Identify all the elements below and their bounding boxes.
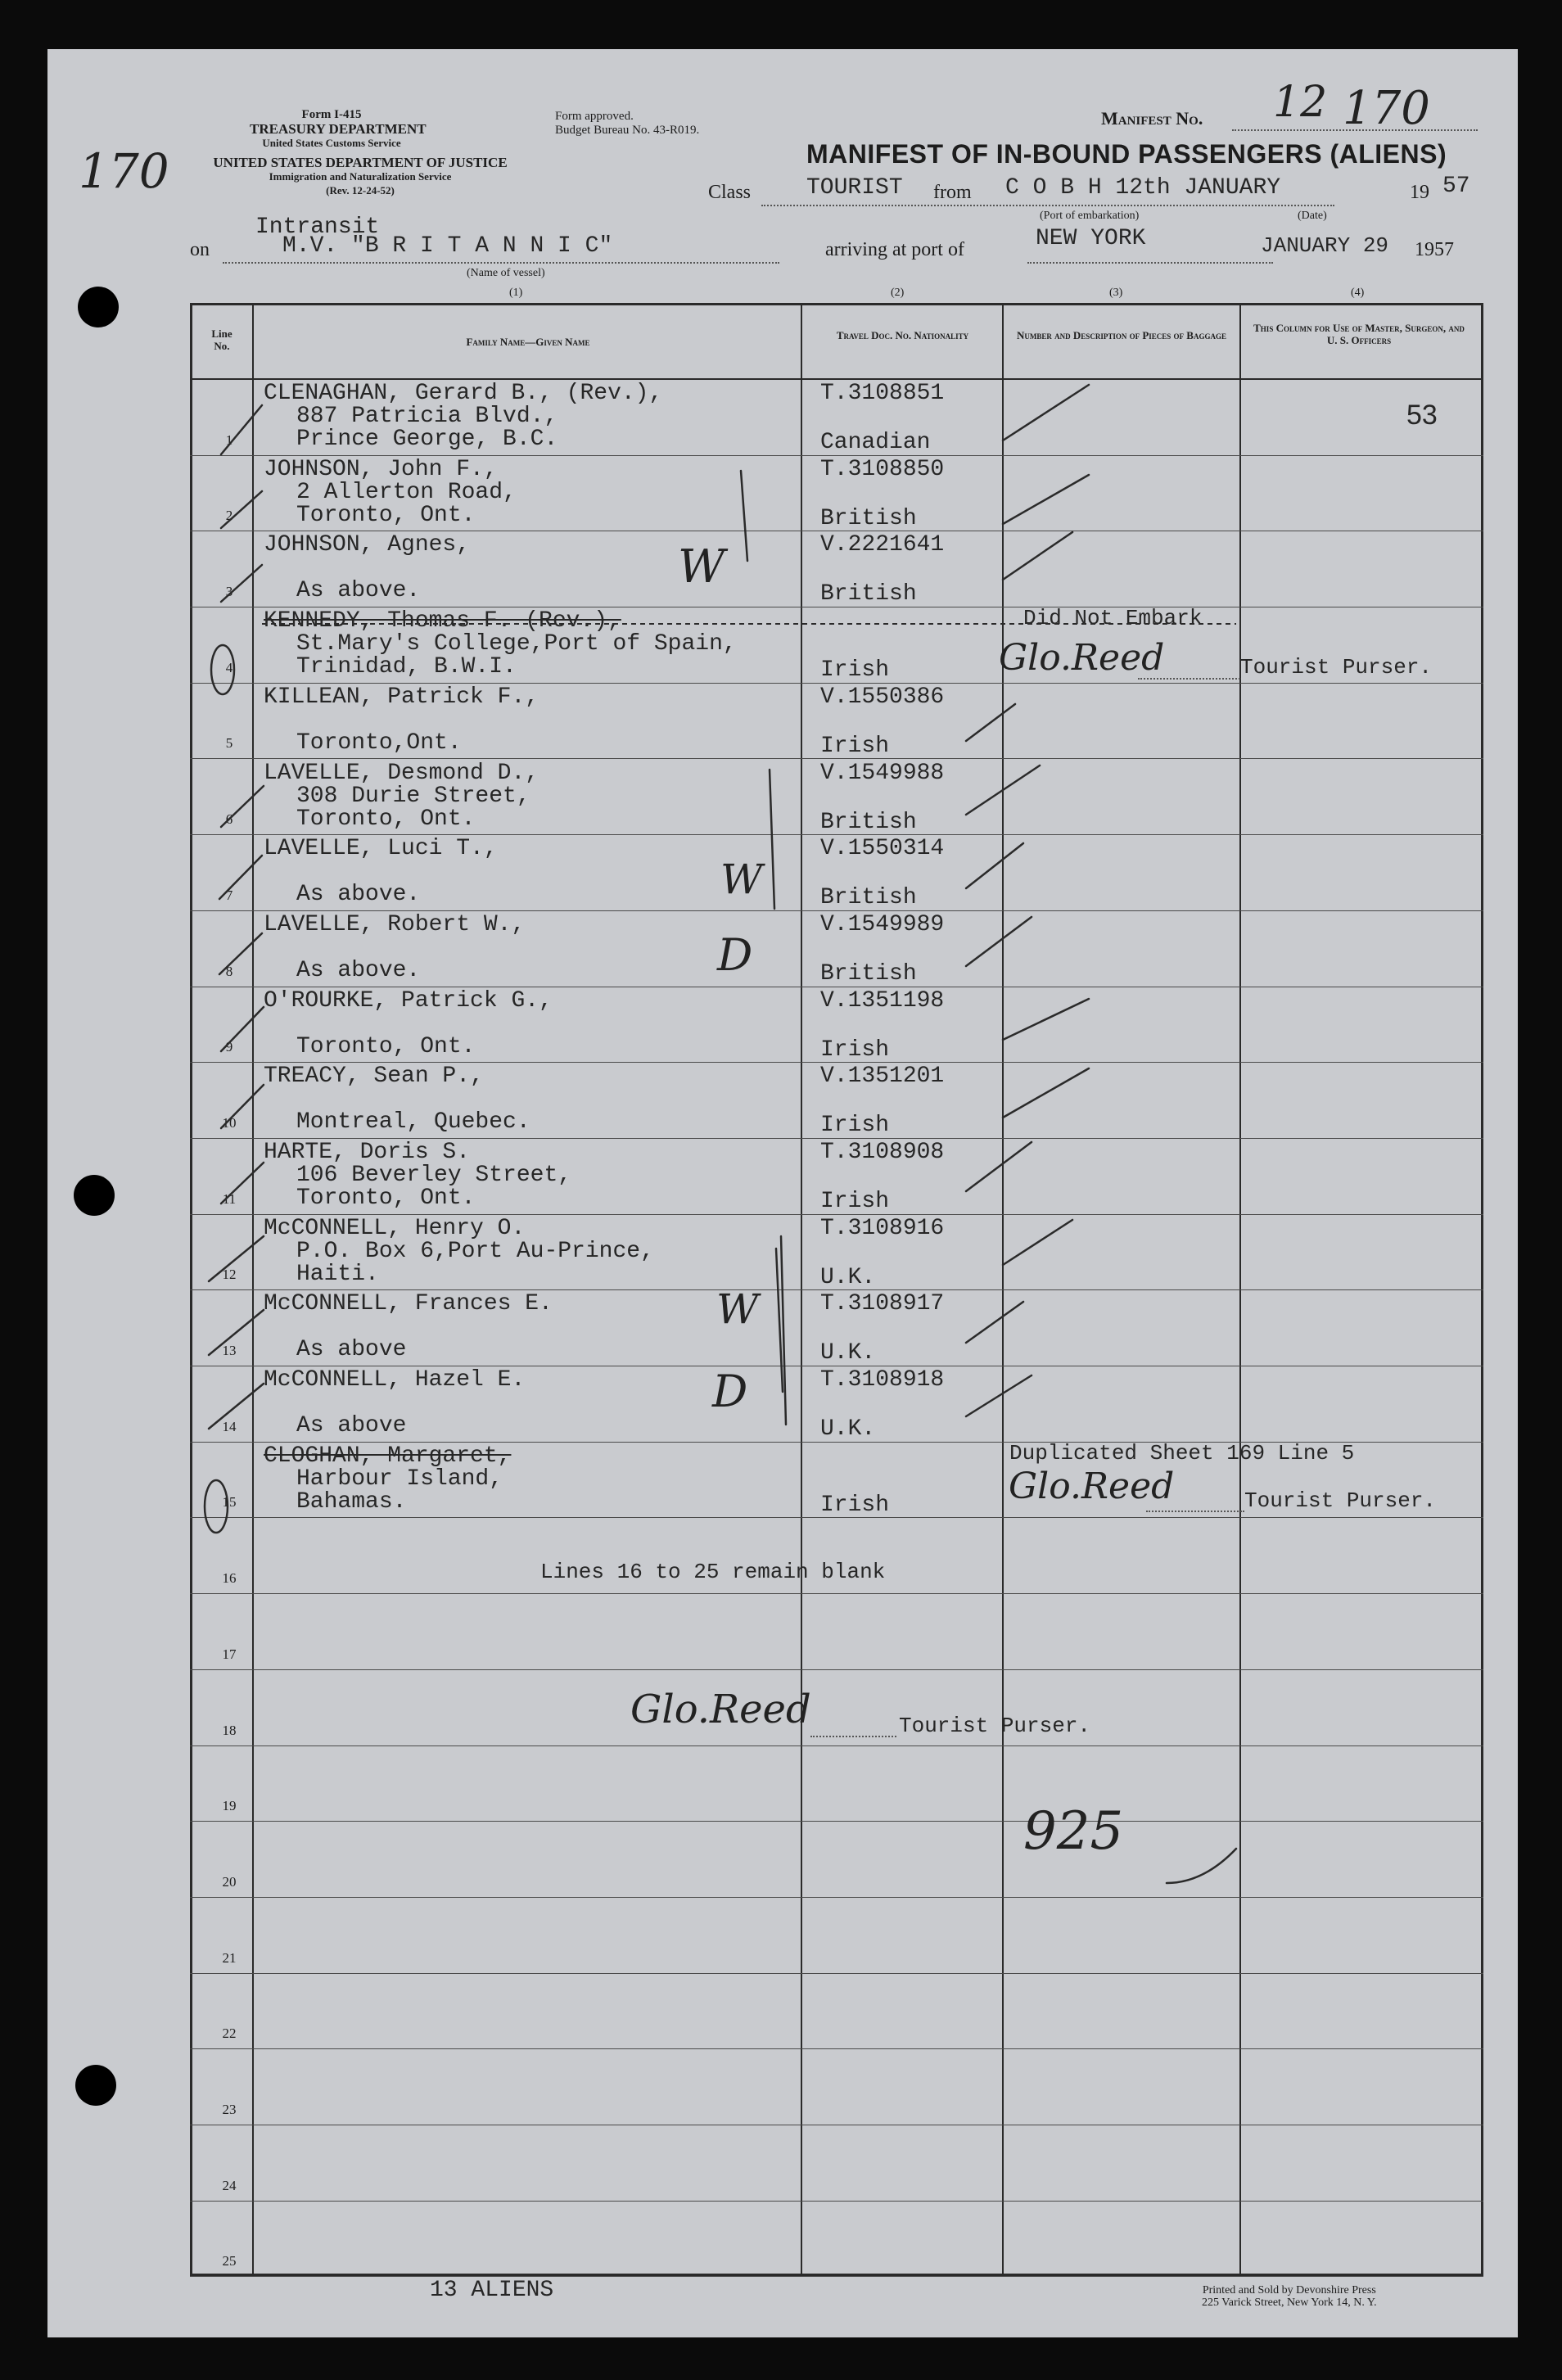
col-num-3: (3)	[1109, 287, 1123, 299]
printer-line-1: Printed and Sold by Devonshire Press	[1202, 2284, 1376, 2296]
table-row	[190, 379, 1483, 456]
travel-doc-no: T.3108918	[820, 1367, 945, 1393]
punch-hole-top	[78, 287, 119, 327]
nationality: Canadian	[820, 430, 931, 455]
form-number: Form I-415	[301, 108, 362, 121]
col-head-baggage: Number and Description of Pieces of Baggage	[1017, 329, 1226, 341]
customs-service: United States Customs Service	[262, 137, 401, 149]
manifest-title: MANIFEST OF IN-BOUND PASSENGERS (ALIENS)	[806, 139, 1447, 169]
signature-4: Glo.Reed	[999, 637, 1165, 679]
table-row	[190, 1289, 1483, 1366]
treasury-dept: TREASURY DEPARTMENT	[250, 121, 427, 137]
passenger-name: KENNEDY, Thomas F. (Rev.),	[264, 608, 621, 635]
line-number: 19	[222, 1798, 237, 1814]
address-line-1: St.Mary's College,Port of Spain,	[296, 631, 737, 657]
table-row	[190, 2048, 1483, 2125]
address-line-2: As above	[296, 1337, 407, 1363]
signature-18: Glo.Reed	[630, 1687, 811, 1732]
line-number: 9	[225, 1039, 233, 1055]
purser-dots-18	[810, 1736, 896, 1737]
col-head-officers: This Column for Use of Master, Surgeon, and U. S. Officers	[1253, 322, 1465, 346]
line-number: 7	[225, 887, 233, 903]
initial-w-2: W	[720, 856, 763, 903]
address-line-1: 887 Patricia Blvd.,	[296, 404, 558, 429]
address-line-2: Toronto, Ont.	[296, 806, 476, 832]
table-row	[190, 1669, 1483, 1746]
printer-block	[1202, 2284, 1377, 2309]
table-row	[190, 455, 1483, 532]
col-num-2: (2)	[891, 287, 905, 299]
purser-dots-15	[1146, 1511, 1244, 1512]
nationality: British	[820, 809, 917, 835]
line-number: 18	[222, 1722, 237, 1738]
nationality: Irish	[820, 733, 890, 759]
class-value: TOURIST	[806, 175, 903, 201]
address-line-2: As above.	[296, 882, 421, 908]
did-not-embark: Did Not Embark	[1023, 606, 1203, 630]
year1-prefix: 19	[1410, 182, 1429, 203]
col-num-1: (1)	[509, 287, 523, 299]
passenger-name: KILLEAN, Patrick F.,	[264, 684, 539, 710]
line-number: 11	[222, 1190, 237, 1207]
travel-doc-no: V.1549989	[820, 911, 945, 937]
line-number: 21	[222, 1949, 237, 1966]
passenger-name: CLOGHAN, Margaret,	[264, 1443, 512, 1469]
travel-doc-no: V.1550314	[820, 836, 945, 862]
inspector-number: 925	[1023, 1801, 1124, 1862]
table-row	[190, 1366, 1483, 1443]
travel-doc-no: T.3108916	[820, 1215, 945, 1241]
year1-suffix: 57	[1442, 174, 1470, 199]
travel-doc-no: T.3108908	[820, 1140, 945, 1165]
printer-line-2: 225 Varick Street, New York 14, N. Y.	[1202, 2296, 1377, 2309]
travel-doc-no: T.3108917	[820, 1291, 945, 1317]
signature-15: Glo.Reed	[1009, 1465, 1175, 1507]
travel-doc-no: T.3108851	[820, 381, 945, 406]
purser-note-15: Tourist Purser.	[1244, 1488, 1437, 1513]
line-number: 12	[222, 1267, 237, 1283]
address-line-1: 308 Durie Street,	[296, 783, 530, 809]
vessel-line	[223, 262, 779, 264]
col-num-4: (4)	[1351, 287, 1365, 299]
line-number: 8	[225, 963, 233, 979]
on-label: on	[190, 239, 210, 260]
initial-w-1: W	[678, 540, 725, 594]
passenger-name: McCONNELL, Frances E.	[264, 1291, 553, 1317]
from-label: from	[933, 182, 972, 203]
table-row	[190, 531, 1483, 607]
nationality: Irish	[820, 1189, 890, 1214]
passenger-name: LAVELLE, Robert W.,	[264, 911, 526, 937]
initial-w-3: W	[716, 1285, 759, 1333]
passenger-name: TREACY, Sean P.,	[264, 1064, 484, 1090]
col-head-name: Family Name—Given Name	[466, 336, 590, 348]
arriving-label: arriving at port of	[825, 239, 964, 260]
table-row	[190, 1821, 1483, 1898]
officer-number: 53	[1406, 400, 1438, 431]
address-line-2: As above.	[296, 957, 421, 983]
passenger-name: CLENAGHAN, Gerard B., (Rev.),	[264, 381, 663, 406]
passenger-name: JOHNSON, John F.,	[264, 456, 498, 482]
address-line-2: Haiti.	[296, 1261, 379, 1287]
line-number: 14	[222, 1418, 237, 1434]
table-row	[190, 987, 1483, 1064]
line-number: 3	[225, 584, 233, 600]
travel-doc-no: V.1351198	[820, 987, 945, 1014]
nationality: U.K.	[820, 1340, 876, 1366]
line-number: 1	[225, 431, 233, 448]
nationality: British	[820, 505, 917, 531]
line-number: 22	[222, 2025, 237, 2042]
nationality: British	[820, 581, 917, 607]
table-row	[190, 1973, 1483, 2050]
port-embark-caption: (Port of embarkation)	[1040, 210, 1140, 222]
nationality: British	[820, 960, 917, 987]
class-label: Class	[708, 182, 752, 203]
form-approved: Form approved.	[555, 110, 634, 123]
passenger-name: LAVELLE, Desmond D.,	[264, 760, 539, 786]
address-line-2: Bahamas.	[296, 1488, 407, 1515]
port-line	[1027, 262, 1273, 264]
purser-note-4: Tourist Purser.	[1240, 655, 1433, 680]
address-line-2: Toronto, Ont.	[296, 502, 476, 528]
line-number: 2	[225, 508, 233, 524]
table-row	[190, 759, 1483, 836]
passenger-name: HARTE, Doris S.	[264, 1140, 471, 1165]
address-line-1: P.O. Box 6,Port Au-Prince,	[296, 1238, 654, 1264]
passenger-name: McCONNELL, Henry O.	[264, 1215, 526, 1241]
line-number: 13	[222, 1343, 237, 1359]
nationality: U.K.	[820, 1264, 876, 1290]
address-line-2: As above	[296, 1413, 407, 1439]
col-head-doc: Travel Doc. No. Nationality	[836, 329, 969, 341]
manifest-no-label: Manifest No.	[1101, 108, 1203, 129]
nationality: Irish	[820, 1492, 890, 1518]
nationality: Irish	[820, 1113, 890, 1139]
passenger-name: O'ROURKE, Patrick G.,	[264, 987, 553, 1014]
line-number: 25	[222, 2253, 237, 2269]
total-aliens: 13 ALIENS	[430, 2278, 554, 2303]
initial-d-1: D	[717, 929, 753, 981]
line-number: 20	[222, 1873, 237, 1890]
punch-hole-middle	[74, 1175, 115, 1216]
line-number: 17	[222, 1646, 237, 1662]
nationality: British	[820, 885, 917, 911]
vessel-name: M.V. "B R I T A N N I C"	[282, 233, 613, 259]
approval-block	[555, 110, 699, 138]
class-line	[761, 205, 1334, 206]
initial-d-2: D	[712, 1366, 748, 1417]
line-number: 4	[225, 659, 233, 675]
address-line-2: Prince George, B.C.	[296, 427, 558, 452]
table-row	[190, 834, 1483, 911]
table-row	[190, 1214, 1483, 1291]
arrival-port: NEW YORK	[1036, 226, 1146, 251]
table-row	[190, 910, 1483, 987]
address-line-2: Trinidad, B.W.I.	[296, 654, 517, 680]
travel-doc-no: T.3108850	[820, 456, 945, 482]
line-number: 23	[222, 2102, 237, 2118]
date-caption: (Date)	[1298, 210, 1327, 222]
line-number: 6	[225, 811, 233, 828]
blank-lines-note: Lines 16 to 25 remain blank	[540, 1560, 886, 1584]
arrival-date: JANUARY 29	[1261, 233, 1389, 258]
line-number: 5	[225, 735, 233, 752]
form-revision: (Rev. 12-24-52)	[326, 184, 395, 196]
nationality: U.K.	[820, 1416, 876, 1443]
from-value: C O B H 12th JANUARY	[1005, 175, 1281, 201]
ins-service: Immigration and Naturalization Service	[269, 170, 452, 183]
punch-hole-bottom	[75, 2065, 116, 2106]
table-row	[190, 2125, 1483, 2202]
line-number: 10	[222, 1114, 237, 1131]
margin-number: 170	[79, 143, 169, 199]
vessel-caption: (Name of vessel)	[467, 267, 545, 279]
address-line-2: As above.	[296, 578, 421, 604]
justice-block	[188, 156, 532, 197]
justice-dept: UNITED STATES DEPARTMENT OF JUSTICE	[213, 155, 508, 170]
passenger-name: LAVELLE, Luci T.,	[264, 836, 498, 862]
address-line-1: 2 Allerton Road,	[296, 479, 517, 505]
intransit: Intransit	[255, 215, 380, 240]
nationality: Irish	[820, 1036, 890, 1063]
travel-doc-no: V.1550386	[820, 684, 945, 710]
nationality: Irish	[820, 657, 890, 684]
address-line-2: Toronto,Ont.	[296, 729, 462, 756]
table-row	[190, 2201, 1483, 2278]
manifest-no-b: 170	[1343, 82, 1430, 135]
line-number: 16	[222, 1570, 237, 1587]
manifest-no-a: 12	[1273, 78, 1328, 127]
budget-bureau: Budget Bureau No. 43-R019.	[555, 124, 700, 137]
arrival-year: 1957	[1415, 239, 1454, 260]
address-line-2: Toronto, Ont.	[296, 1033, 476, 1059]
line-number: 24	[222, 2177, 237, 2193]
table-row	[190, 683, 1483, 760]
travel-doc-no: V.1549988	[820, 760, 945, 786]
table-row	[190, 1062, 1483, 1139]
address-line-1: Harbour Island,	[296, 1465, 503, 1492]
form-id-block	[250, 108, 427, 150]
travel-doc-no: V.2221641	[820, 532, 945, 558]
table-row	[190, 1745, 1483, 1822]
table-row	[190, 1593, 1483, 1670]
table-row	[190, 1897, 1483, 1974]
address-line-2: Montreal, Quebec.	[296, 1109, 530, 1136]
table-row	[190, 1138, 1483, 1215]
passenger-name: McCONNELL, Hazel E.	[264, 1367, 526, 1393]
address-line-2: Toronto, Ont.	[296, 1185, 476, 1211]
col-head-line: Line No.	[211, 327, 232, 352]
address-line-1: 106 Beverley Street,	[296, 1163, 572, 1188]
travel-doc-no: V.1351201	[820, 1064, 945, 1090]
duplicated-note: Duplicated Sheet 169 Line 5	[1009, 1441, 1355, 1465]
purser-note-18: Tourist Purser.	[899, 1714, 1091, 1738]
line-number: 15	[222, 1494, 237, 1511]
passenger-name: JOHNSON, Agnes,	[264, 532, 471, 558]
